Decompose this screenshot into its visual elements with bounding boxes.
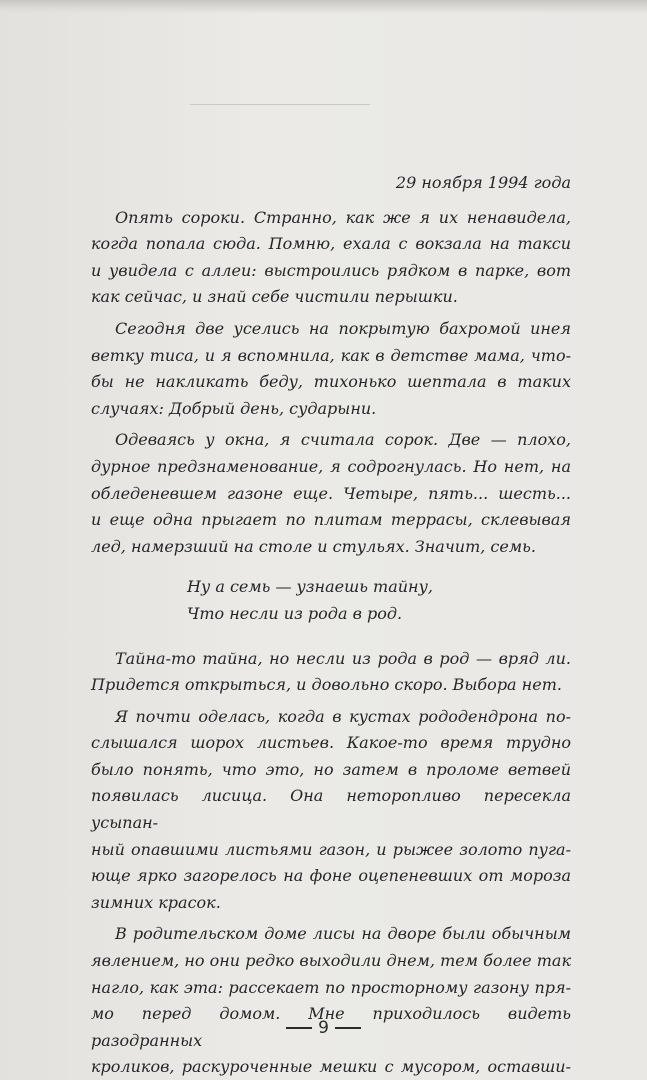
text-line: Сегодня две уселись на покрытую бахромой инея bbox=[115, 318, 571, 338]
text-line: Опять сороки. Странно, как же я их ненавидела, bbox=[115, 207, 571, 227]
page-top-edge bbox=[0, 0, 647, 14]
verse-couplet bbox=[187, 574, 571, 627]
text-line: ветку тиса, и я вспомнила, как в детстве мама, что- bbox=[91, 345, 571, 365]
text-line: дурное предзнаменование, я содрогнулась. Но нет, на bbox=[91, 456, 571, 476]
text-line: юще ярко загорелось на фоне оцепеневших от мороза bbox=[91, 866, 571, 886]
text-line: появилась лисица. Она неторопливо пересекла усыпан- bbox=[91, 786, 571, 833]
text-line: нагло, как эта: рассекает по просторному газону пря- bbox=[91, 977, 571, 997]
page-number bbox=[0, 1018, 647, 1038]
text-line: зимних красок. bbox=[91, 892, 221, 912]
text-line: В родительском доме лисы на дворе были обычным bbox=[115, 924, 571, 944]
verse-line: Что несли из рода в род. bbox=[187, 603, 403, 623]
text-line: и увидела с аллеи: выстроились рядком в парке, вот bbox=[91, 260, 571, 280]
text-line: Я почти оделась, когда в кустах рододендрона по- bbox=[115, 706, 571, 726]
text-line: лед, намерзший на столе и стульях. Значит, семь. bbox=[91, 536, 536, 556]
text-line: случаях: Добрый день, сударыни. bbox=[91, 398, 377, 418]
text-line: и еще одна прыгает по плитам террасы, склевывая bbox=[91, 510, 571, 530]
text-line: явлением, но они редко выходили днем, тем более так bbox=[91, 951, 571, 971]
text-line: Придется открыться, и довольно скоро. Выбора нет. bbox=[91, 675, 562, 695]
text-line: как сейчас, и знай себе чистили перышки. bbox=[91, 287, 458, 307]
bleed-through-header-rule bbox=[190, 104, 370, 105]
text-line: когда попала сюда. Помню, ехала с вокзала на такси bbox=[91, 234, 571, 254]
text-line: кроликов, раскуроченные мешки с мусором, оставши- bbox=[91, 1057, 571, 1077]
paragraph-3 bbox=[91, 427, 571, 560]
text-line: было понять, что это, но затем в проломе ветвей bbox=[91, 759, 571, 779]
text-line: обледеневшем газоне еще. Четыре, пять... шесть... bbox=[91, 483, 571, 503]
text-line: ный опавшими листьями газон, и рыжее золото пуга- bbox=[91, 839, 571, 859]
text-line: бы не накликать беду, тихонько шептала в таких bbox=[91, 372, 571, 392]
text-line: слышался шорох листьев. Какое-то время трудно bbox=[91, 733, 571, 753]
paragraph-5 bbox=[91, 704, 571, 917]
paragraph-2 bbox=[91, 316, 571, 422]
page-number-dash-left bbox=[286, 1027, 312, 1029]
text-line: мо перед домом. Мне приходилось видеть разодранных bbox=[91, 1004, 571, 1050]
paragraph-1 bbox=[91, 205, 571, 311]
paragraph-4 bbox=[91, 646, 571, 699]
page-number-dash-right bbox=[335, 1027, 361, 1029]
page-text-block bbox=[91, 170, 571, 1080]
diary-date-heading: 29 ноября 1994 года bbox=[395, 173, 571, 192]
text-line: Тайна-то тайна, но несли из рода в род — вряд ли. bbox=[115, 648, 571, 668]
paragraph-6 bbox=[91, 921, 571, 1080]
page-number-value: 9 bbox=[318, 1018, 329, 1038]
verse-line: Ну а семь — узнаешь тайну, bbox=[187, 577, 433, 597]
text-line: Одеваясь у окна, я считала сорок. Две — плохо, bbox=[115, 430, 571, 450]
